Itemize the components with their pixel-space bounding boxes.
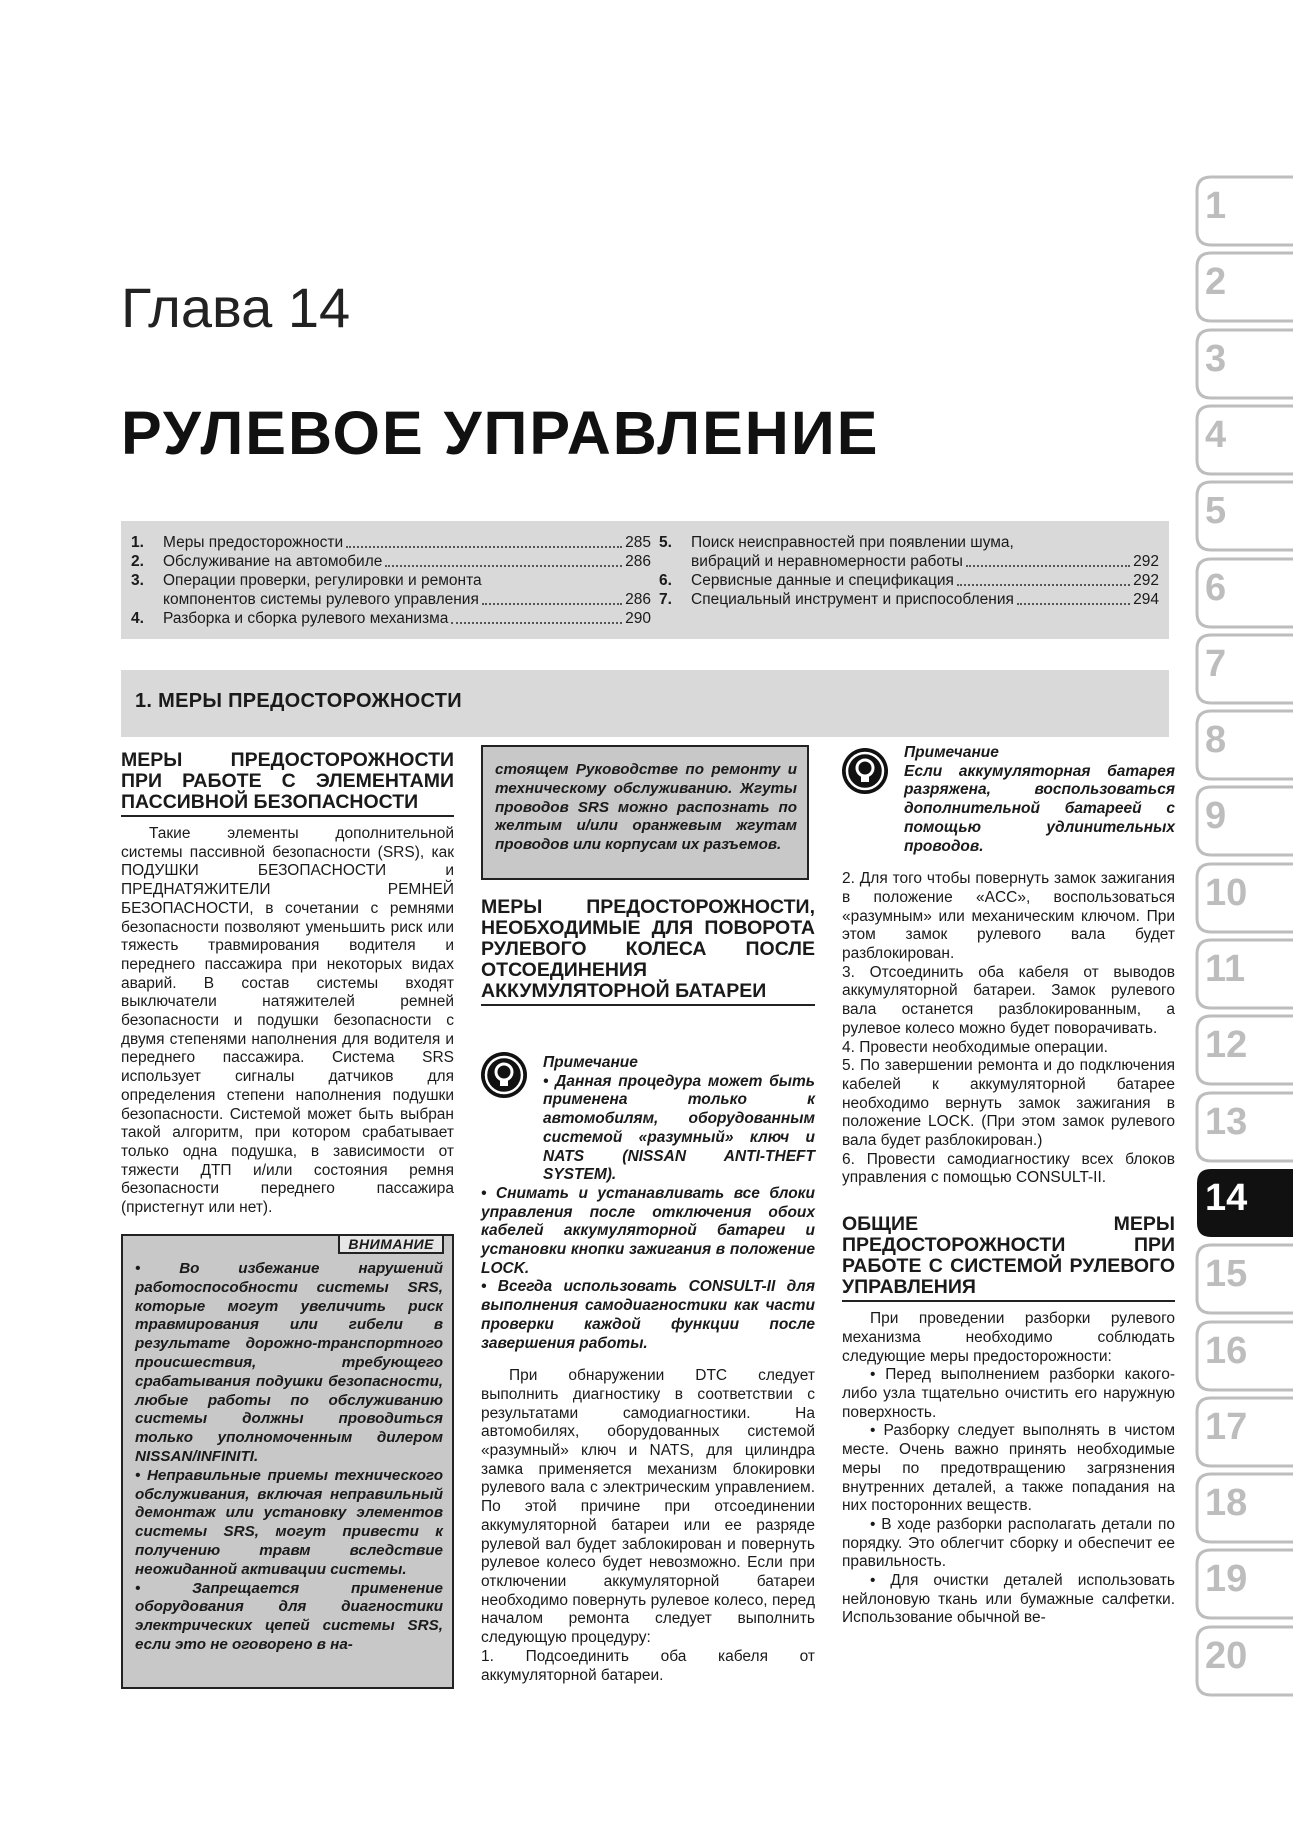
bullet-item: • В ходе разборки располагать детали по порядку. Это облегчит сборку и обеспечит ее правильность. — [842, 1515, 1175, 1571]
column-1 — [121, 750, 454, 1218]
toc-item-label: Сервисные данные и спецификация — [691, 572, 954, 589]
chapter-tab-number: 19 — [1205, 1558, 1248, 1601]
chapter-tab-number: 7 — [1205, 642, 1227, 685]
chapter-tab-number: 1 — [1205, 185, 1227, 227]
chapter-tab-number: 3 — [1205, 337, 1227, 380]
chapter-tab-18[interactable] — [1193, 1472, 1293, 1542]
continued-warning-box — [481, 745, 809, 880]
toc-item — [131, 609, 651, 628]
toc-item — [659, 571, 1159, 590]
toc-leader — [957, 584, 1130, 586]
chapter-tab-20[interactable] — [1193, 1625, 1293, 1695]
chapter-tab-9[interactable] — [1193, 785, 1293, 855]
chapter-tab-2[interactable] — [1193, 251, 1293, 321]
toc-leader — [385, 565, 622, 567]
toc-page-number: 294 — [1133, 591, 1159, 608]
step-item: 5. По завершении ремонта и до подключения кабелей к аккумуляторной батарее необходимо вернуть замок зажигания в положение LOCK. (При этом замок рулевого вала будет разблокирован.) — [842, 1057, 1175, 1150]
chapter-tab-19[interactable] — [1193, 1548, 1293, 1618]
chapter-tab-number: 6 — [1205, 566, 1227, 609]
toc-item — [131, 571, 651, 609]
note-item: • Всегда использовать CONSULT-II для выполнения самодиагностики как части проверки каждой функции после завершения работы. — [481, 1278, 815, 1352]
step-item: 4. Провести необходимые операции. — [842, 1038, 1108, 1056]
chapter-tab-3[interactable] — [1193, 328, 1293, 398]
toc-leader — [482, 603, 622, 605]
col1-heading: МЕРЫ ПРЕДОСТОРОЖНОСТИ ПРИ РАБОТЕ С ЭЛЕМЕНТАМИ ПАССИВНОЙ БЕЗОПАСНОСТИ — [121, 750, 454, 817]
toc-item-label: Операции проверки, регулировки и ремонта — [163, 572, 482, 589]
step-item: 2. Для того чтобы повернуть замок зажигания в положение «ACC», воспользоваться «разумным» или механическим ключом. При этом замок рулевого вала будет разблокирован. — [842, 870, 1175, 963]
bullet-item: • Для очистки деталей использовать нейлоновую ткань или бумажные салфетки. Использование обычной ве- — [842, 1572, 1175, 1627]
toc-page-number: 286 — [625, 591, 651, 608]
toc-page-number: 286 — [625, 553, 651, 570]
bullet-item: • Разборку следует выполнять в чистом месте. Очень важно принять необходимые меры по предотвращению загрязнения внутренних деталей, а также попадания на них посторонних веществ. — [842, 1422, 1175, 1515]
chapter-tab-number: 9 — [1205, 795, 1227, 838]
chapter-tab-number: 4 — [1205, 413, 1227, 456]
toc-leader — [1017, 603, 1130, 605]
col2-heading: МЕРЫ ПРЕДОСТОРОЖНОСТИ, НЕОБХОДИМЫЕ ДЛЯ ПОВОРОТА РУЛЕВОГО КОЛЕСА ПОСЛЕ ОТСОЕДИНЕНИЯ АККУМУЛЯТОРНОЙ БАТАРЕИ — [481, 897, 815, 1006]
col3-intro: При проведении разборки рулевого механизма необходимо соблюдать следующие меры предосторожности: — [842, 1310, 1175, 1365]
toc-item-number: 3. — [131, 572, 144, 589]
note-item: • Данная процедура может быть применена только к автомобилям, оборудованным системой «разумный» ключ и NATS (NISSAN ANTI-THEFT SYSTEM). — [543, 1072, 815, 1184]
warning-item: • Неправильные приемы технического обслуживания, включая неправильный демонтаж или установку элементов системы SRS, могут привести к получению травм вследствие неожиданной активации системы. — [135, 1466, 443, 1578]
chapter-title: РУЛЕВОЕ УПРАВЛЕНИЕ — [121, 399, 880, 467]
toc-right-column — [659, 533, 1159, 609]
toc-item — [659, 590, 1159, 609]
chapter-tab-15[interactable] — [1193, 1243, 1293, 1313]
step-item: 6. Провести самодиагностику всех блоков управления с помощью CONSULT-II. — [842, 1150, 1175, 1187]
chapter-tab-number: 14 — [1205, 1176, 1248, 1219]
chapter-tab-number: 20 — [1205, 1634, 1248, 1677]
chapter-tab-12[interactable] — [1193, 1014, 1293, 1084]
chapter-tab-number: 18 — [1205, 1482, 1248, 1525]
toc-page-number: 292 — [1133, 572, 1159, 589]
toc-item-label: компонентов системы рулевого управления — [163, 591, 479, 608]
chapter-tab-10[interactable] — [1193, 862, 1293, 932]
chapter-tab-11[interactable] — [1193, 938, 1293, 1008]
chapter-tab-1[interactable] — [1193, 175, 1293, 245]
warning-tag: ВНИМАНИЕ — [338, 1234, 444, 1254]
chapter-tab-number: 16 — [1205, 1329, 1248, 1372]
column-3 — [842, 744, 1175, 1628]
col3-note-text: Если аккумуляторная батарея разряжена, воспользоваться дополнительной батареей с помощью удлинительных проводов. — [904, 762, 1175, 855]
col3-heading: ОБЩИЕ МЕРЫ ПРЕДОСТОРОЖНОСТИ ПРИ РАБОТЕ С СИСТЕМОЙ РУЛЕВОГО УПРАВЛЕНИЯ — [842, 1214, 1175, 1302]
warning-item: • Запрещается применение оборудования для диагностики электрических цепей системы SRS, если это не оговорено в на- — [135, 1579, 443, 1653]
chapter-tab-13[interactable] — [1193, 1091, 1293, 1161]
chapter-tab-number: 15 — [1205, 1253, 1248, 1296]
chapter-tab-number: 13 — [1205, 1100, 1248, 1143]
toc-item-label: вибраций и неравномерности работы — [691, 553, 963, 570]
bullet-item: • Перед выполнением разборки какого-либо узла тщательно очистить его наружную поверхность. — [842, 1366, 1175, 1421]
chapter-tab-number: 17 — [1205, 1405, 1248, 1448]
chapter-tab-6[interactable] — [1193, 557, 1293, 627]
warning-box — [121, 1234, 454, 1689]
chapter-tab-number: 8 — [1205, 719, 1227, 762]
col2-body: При обнаружении DTC следует выполнить диагностику в соответствии с результатами самодиагностики. На автомобилях, оборудованных системой «разумный» ключ и NATS, для цилиндра замка применяется механизм блокировки рулевого вала с электрическим управлением. По этой причине при отсоединении аккумуляторной батареи или ее разряде рулевой вал будет заблокирован и повернуть рулевое колесо будет невозможно. Если при отключении аккумуляторной батареи необходимо повернуть рулевое колесо, перед началом ремонта следует выполнить следующую процедуру: — [481, 1367, 815, 1647]
step-item: 3. Отсоединить оба кабеля от выводов аккумуляторной батареи. Замок рулевого вала останется разблокированным, а рулевое колесо можно будет поворачивать. — [842, 963, 1175, 1037]
toc-item — [131, 552, 651, 571]
toc-item-number: 6. — [659, 572, 672, 589]
col2-note — [481, 1054, 815, 1685]
col2-note-label: Примечание — [543, 1054, 638, 1071]
toc-page-number: 285 — [625, 534, 651, 551]
toc-leader — [966, 565, 1130, 567]
continued-warning-text: стоящем Руководстве по ремонту и техническому обслуживанию. Жгуты проводов SRS можно распознать по желтым и/или оранжевым жгутам проводов или корпусам их разъемов. — [495, 761, 797, 854]
toc-page-number: 290 — [625, 610, 651, 627]
toc-leader — [346, 546, 622, 548]
chapter-tab-number: 10 — [1205, 871, 1248, 914]
chapter-tab-number: 2 — [1205, 261, 1227, 304]
toc-left-column — [131, 533, 651, 628]
toc-item-number: 1. — [131, 534, 144, 551]
toc-item-label: Обслуживание на автомобиле — [163, 553, 383, 570]
col3-note-label: Примечание — [904, 744, 999, 761]
chapter-tab-4[interactable] — [1193, 404, 1293, 474]
column-2 — [481, 897, 815, 1006]
table-of-contents — [121, 521, 1169, 639]
chapter-tab-7[interactable] — [1193, 633, 1293, 703]
toc-item-number: 4. — [131, 610, 144, 627]
note-item: • Снимать и устанавливать все блоки управления после отключения обоих кабелей аккумуляторной батареи и установки кнопки зажигания в положение LOCK. — [481, 1184, 815, 1277]
col1-body: Такие элементы дополнительной системы пассивной безопасности (SRS), как ПОДУШКИ БЕЗОПАСНОСТИ и ПРЕДНАТЯЖИТЕЛИ РЕМНЕЙ БЕЗОПАСНОСТИ, в сочетании с ремнями безопасности позволяют уменьшить риск или тяжесть травмирования водителя и переднего пассажира при некоторых видах аварий. В состав системы входят выключатели натяжителей ремней безопасности и подушки безопасности с двумя степенями наполнения для водителя и переднего пассажира. Система SRS использует сигналы датчиков для определения степени наполнения подушки безопасности. Системой может быть выбран такой алгоритм, при котором срабатывает только одна подушка, в зависимости от тяжести ДТП и/или состояния ремня безопасности переднего пассажира (пристегнут или нет). — [121, 825, 454, 1217]
toc-item-number: 5. — [659, 534, 672, 551]
toc-item-label: Разборка и сборка рулевого механизма — [163, 610, 449, 627]
chapter-tab-14[interactable] — [1193, 1167, 1293, 1237]
toc-leader — [451, 622, 622, 624]
section-title: 1. МЕРЫ ПРЕДОСТОРОЖНОСТИ — [135, 690, 462, 712]
chapter-tab-8[interactable] — [1193, 709, 1293, 779]
toc-page-number: 292 — [1133, 553, 1159, 570]
section-bar — [121, 670, 1169, 737]
col2-step-1: 1. Подсоединить оба кабеля от аккумуляторной батареи. — [481, 1647, 815, 1684]
chapter-label: Глава 14 — [121, 276, 351, 339]
toc-item-label: Поиск неисправностей при появлении шума, — [691, 534, 1014, 551]
toc-item — [659, 533, 1159, 571]
toc-item-label: Меры предосторожности — [163, 534, 344, 551]
chapter-tab-number: 12 — [1205, 1024, 1248, 1067]
chapter-tab-5[interactable] — [1193, 480, 1293, 550]
warning-item: • Во избежание нарушений работоспособности системы SRS, которые могут увеличить риск травмирования или гибели в результате дорожно-транспортного происшествия, требующего срабатывания подушки безопасности, любые работы по обслуживанию системы должны проводиться только уполномоченным дилером NISSAN/INFINITI. — [135, 1260, 443, 1465]
chapter-tab-number: 5 — [1205, 490, 1227, 533]
toc-item-number: 2. — [131, 553, 144, 570]
chapter-tab-16[interactable] — [1193, 1320, 1293, 1390]
toc-item-number: 7. — [659, 591, 672, 608]
chapter-tab-17[interactable] — [1193, 1396, 1293, 1466]
toc-item — [131, 533, 651, 552]
toc-item-label: Специальный инструмент и приспособления — [691, 591, 1014, 608]
chapter-tab-number: 11 — [1205, 948, 1246, 990]
